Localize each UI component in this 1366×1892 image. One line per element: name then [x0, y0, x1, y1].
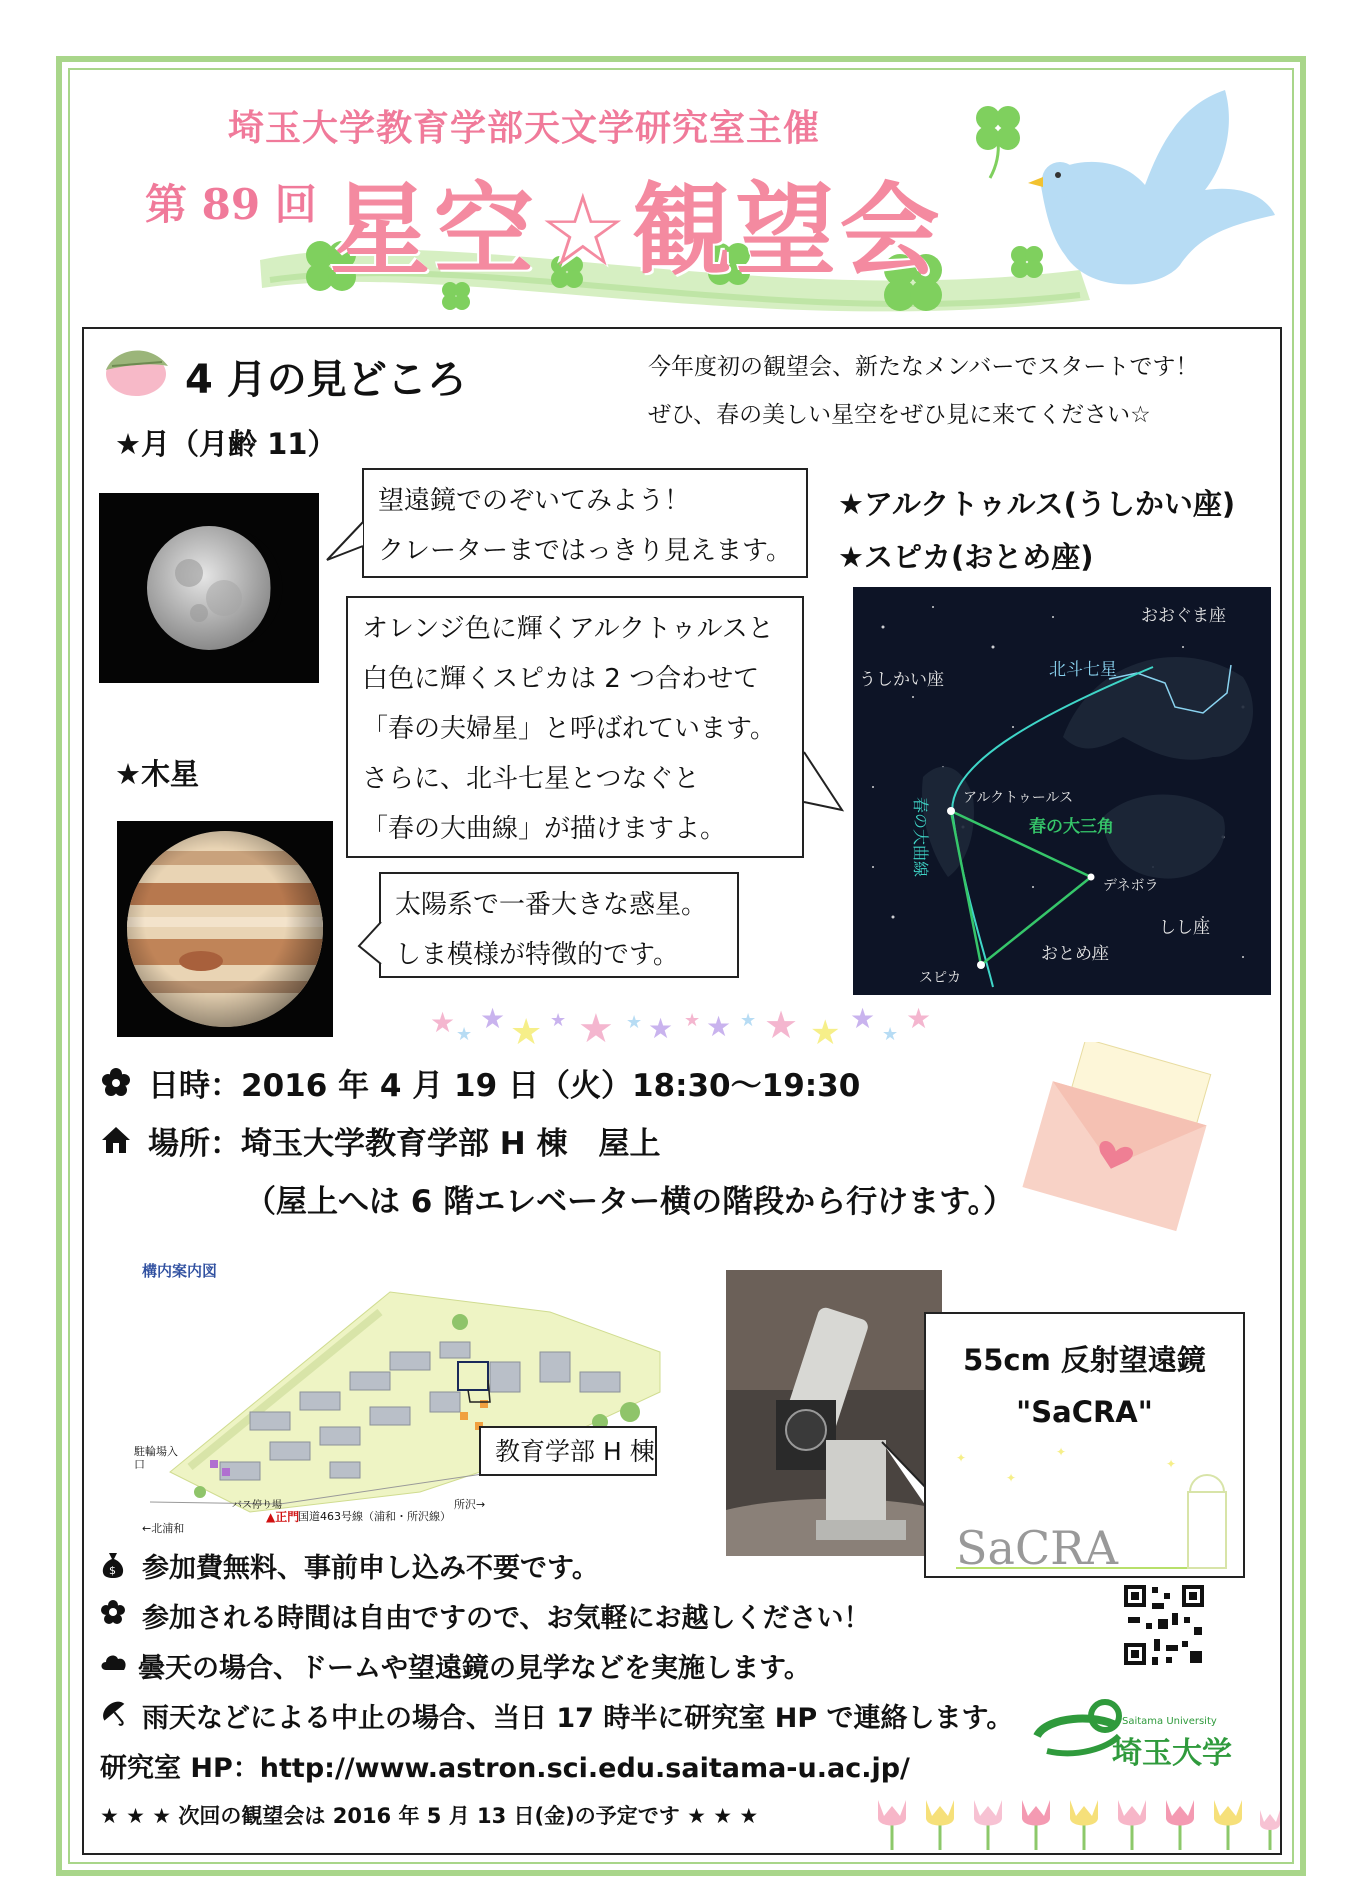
moon-bubble-line-1: 望遠鏡でのぞいてみよう！: [378, 486, 691, 516]
next-event: ★ ★ ★ 次回の観望会は 2016 年 5 月 13 日(金)の予定です ★ ★ ★: [100, 1804, 759, 1828]
sky-spica: スピカ: [919, 970, 961, 986]
bird-icon: [1010, 85, 1280, 300]
page-title: 星空☆観望会: [330, 172, 944, 289]
sky-bootes: うしかい座: [859, 670, 944, 690]
moon-label: ★月（月齢 11）: [115, 427, 337, 461]
note-cloudy: 曇天の場合、ドームや望遠鏡の見学などを実施します。: [138, 1653, 811, 1684]
map-parking: 駐輪場入口: [134, 1445, 178, 1471]
svg-text:★: ★: [706, 1010, 732, 1043]
spring-sky-chart: [853, 587, 1271, 995]
svg-text:$: $: [109, 1564, 116, 1577]
star-divider: [430, 998, 940, 1058]
university-name-jp: 埼玉大学: [1112, 1736, 1232, 1771]
telescope-nickname: "SaCRA": [1016, 1395, 1153, 1429]
jupiter-bubble-tail: [357, 920, 383, 970]
edition-number: 第 89 回: [145, 180, 317, 229]
svg-text:★: ★: [648, 1012, 674, 1045]
svg-text:★: ★: [764, 1003, 799, 1047]
note-rain: 雨天などによる中止の場合、当日 17 時半に研究室 HP で連絡します。: [142, 1703, 1014, 1734]
sky-big-dipper: 北斗七星: [1049, 660, 1117, 680]
note-fee: 参加費無料、事前申し込み不要です。: [142, 1553, 599, 1584]
svg-text:★: ★: [550, 1010, 567, 1031]
jupiter-label: ★木星: [115, 757, 199, 791]
svg-text:★: ★: [510, 1012, 543, 1053]
map-route: 国道463号線（浦和・所沢線）: [298, 1510, 451, 1523]
stars-bubble-line-5: 「春の大曲線」が描けますよ。: [362, 814, 727, 844]
svg-text:★: ★: [456, 1024, 473, 1045]
stars-bubble-line-4: さらに、北斗七星とつなぐと: [362, 764, 700, 794]
spica-label: ★スピカ(おとめ座): [838, 540, 1094, 574]
sky-arcturus: アルクトゥールス: [963, 790, 1074, 806]
flower-icon: [100, 1066, 132, 1098]
map-tokorozawa: 所沢→: [454, 1498, 486, 1511]
moon-photo: [99, 493, 319, 683]
sacra-logo: [936, 1442, 1236, 1572]
arcturus-label: ★アルクトゥルス(うしかい座): [838, 487, 1236, 521]
section-heading: 4 月の見どころ: [185, 357, 467, 403]
svg-text:★: ★: [430, 1006, 456, 1039]
svg-text:✦: ✦: [956, 1451, 967, 1465]
svg-text:✦: ✦: [1006, 1471, 1017, 1485]
map-title: 構内案内図: [142, 1262, 218, 1280]
svg-text:★: ★: [684, 1010, 701, 1031]
svg-text:★: ★: [906, 1002, 932, 1035]
note-time: 参加される時間は自由ですので、お気軽にお越しください！: [142, 1603, 871, 1634]
moon-bubble: [362, 468, 808, 578]
event-place: 場所：埼玉大学教育学部 H 棟 屋上: [148, 1126, 661, 1162]
map-callout: 教育学部 H 棟: [479, 1426, 657, 1476]
university-name-en: Saitama University: [1122, 1716, 1217, 1727]
telescope-name: 55cm 反射望遠鏡: [963, 1343, 1206, 1377]
event-access: （屋上へは 6 階エレベーター横の階段から行けます。）: [245, 1184, 1015, 1220]
svg-text:★: ★: [882, 1024, 899, 1045]
sacra-letters: SaCRA: [956, 1521, 1118, 1572]
svg-text:✦: ✦: [1056, 1445, 1067, 1459]
lab-homepage: 研究室 HP：http://www.astron.sci.edu.saitama-u.ac.jp/: [100, 1753, 910, 1784]
map-main-gate: ▲正門: [266, 1510, 300, 1524]
sky-denebola: デネボラ: [1103, 878, 1159, 894]
stars-bubble-line-3: 「春の夫婦星」と呼ばれています。: [362, 714, 776, 744]
sky-virgo: おとめ座: [1041, 944, 1109, 964]
sky-ursa-major: おおぐま座: [1141, 606, 1226, 626]
sakura-mochi-icon: [100, 340, 172, 400]
stars-bubble: [346, 596, 804, 858]
money-bag-icon: [100, 1550, 126, 1580]
organizer-title: 埼玉大学教育学部天文学研究室主催: [228, 108, 821, 149]
sky-leo: しし座: [1159, 918, 1210, 938]
svg-text:★: ★: [480, 1002, 506, 1035]
jupiter-photo: [117, 821, 333, 1037]
campus-map: [130, 1262, 690, 1532]
stars-bubble-tail: [802, 750, 846, 822]
svg-text:✦: ✦: [1166, 1457, 1177, 1471]
svg-text:★: ★: [626, 1012, 643, 1033]
map-kitaurawa: ←北浦和: [142, 1522, 185, 1535]
svg-text:★: ★: [810, 1013, 841, 1053]
jupiter-bubble: [379, 872, 739, 978]
telescope-box: [924, 1312, 1245, 1578]
moon-bubble-tail: [325, 520, 365, 564]
jupiter-bubble-line-1: 太陽系で一番大きな惑星。: [395, 890, 708, 920]
stars-bubble-line-1: オレンジ色に輝くアルクトゥルスと: [362, 614, 774, 644]
stars-bubble-line-2: 白色に輝くスピカは 2 つ合わせて: [362, 664, 760, 694]
cloud-icon: [100, 1652, 128, 1672]
map-bus-stop: バス停り場: [232, 1500, 282, 1511]
house-icon: [100, 1124, 132, 1156]
qr-code: [1122, 1583, 1206, 1667]
intro-text-2: ぜひ、春の美しい星空をぜひ見に来てください☆: [648, 402, 1151, 428]
svg-text:★: ★: [850, 1002, 876, 1035]
sky-spring-triangle: 春の大三角: [1029, 817, 1114, 837]
moon-bubble-line-2: クレーターまではっきり見えます。: [378, 536, 792, 566]
umbrella-icon: [100, 1698, 130, 1728]
envelope-icon: [1020, 1042, 1220, 1232]
jupiter-bubble-line-2: しま模様が特徴的です。: [395, 940, 679, 970]
tulip-decoration: [870, 1780, 1280, 1860]
flower-outline-icon: [100, 1599, 126, 1625]
event-date: 日時：2016 年 4 月 19 日（火）18:30～19:30: [148, 1068, 861, 1104]
intro-text-1: 今年度初の観望会、新たなメンバーでスタートです！: [648, 354, 1199, 380]
spring-curve-text: 春の大曲線: [911, 797, 930, 878]
svg-text:★: ★: [740, 1010, 757, 1031]
svg-text:★: ★: [578, 1006, 614, 1052]
